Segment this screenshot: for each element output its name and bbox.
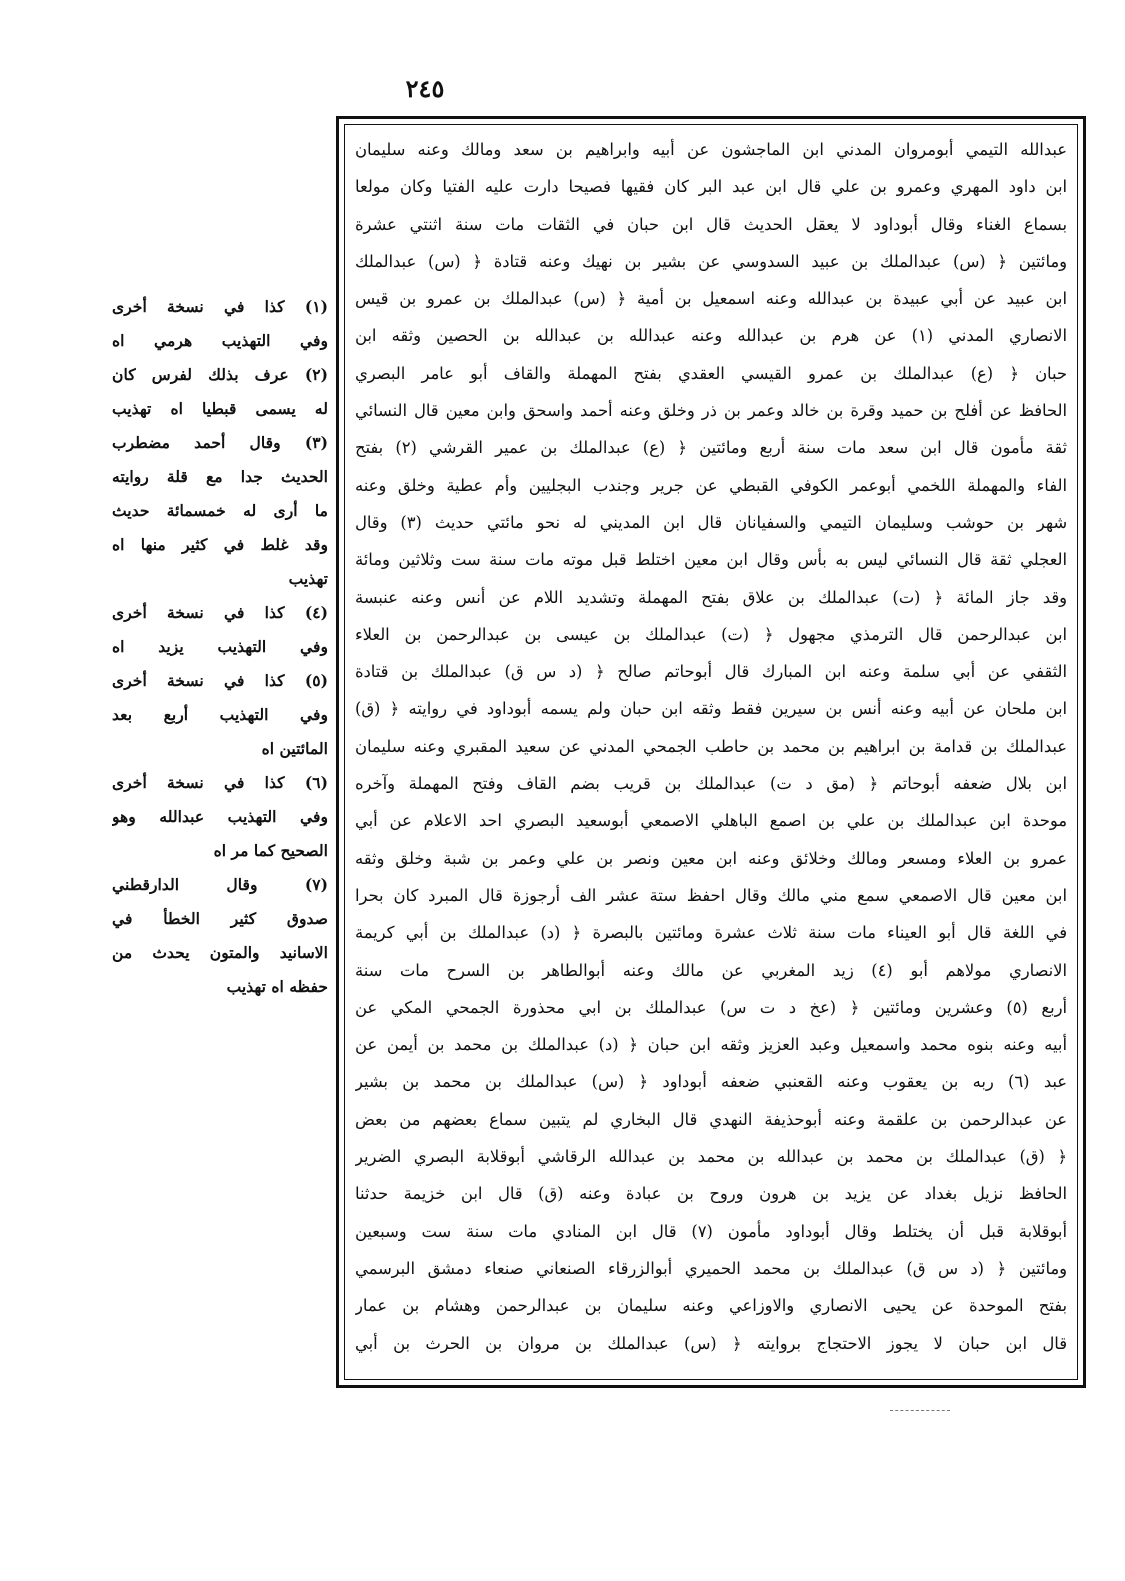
text-line: ابن داود المهري وعمرو بن علي قال ابن عبد البر كان فقيها فصيحا دارت عليه الفتيا وكان مولعا: [355, 177, 1067, 197]
margin-note-line: (٥) كذا في نسخة أخرى: [112, 671, 328, 690]
margin-note-line: الصحيح كما مر اه: [213, 841, 328, 860]
bottom-mark: [890, 1410, 950, 1412]
margin-note-line: ما أرى له خمسمائة حديث: [112, 501, 328, 520]
margin-notes: [112, 290, 328, 1004]
text-line: شهر بن حوشب وسليمان التيمي والسفيانان قال ابن المديني له نحو مائتي حديث (٣) وقال: [355, 512, 1067, 532]
text-line: أبوقلابة قبل أن يختلط وقال أبوداود مأمون (٧) قال ابن المنادي مات سنة ست وسبعين: [355, 1221, 1067, 1241]
text-line: ومائتين ﴿ (س) عبدالملك بن عبيد السدوسي عن بشير بن نهيك وعنه قتادة ﴿ (س) عبدالملك: [355, 251, 1067, 271]
margin-note-line: (٦) كذا في نسخة أخرى: [112, 773, 328, 792]
text-line: عبد (٦) ربه بن يعقوب وعنه القعنبي ضعفه أبوداود ﴿ (س) عبدالملك بن محمد بن بشير: [355, 1072, 1067, 1092]
text-line: الانصاري مولاهم أبو (٤) زيد المغربي عن مالك وعنه أبوالطاهر بن السرح مات سنة: [355, 960, 1067, 980]
page-number: ٢٤٥: [405, 74, 445, 103]
text-line: قال ابن حبان لا يجوز الاحتجاج بروايته ﴿ (س) عبدالملك بن مروان بن الحرث بن أبي: [355, 1333, 1067, 1353]
text-line: الحافظ عن أفلح بن حميد وقرة بن خالد وعمر بن ذر وخلق وعنه أحمد واسحق وابن معين قال النسائي: [355, 401, 1067, 421]
text-line: ابن عبدالرحمن قال الترمذي مجهول ﴿ (ت) عبدالملك بن عيسى بن عبدالرحمن بن العلاء: [355, 624, 1067, 644]
text-line: عبدالملك بن قدامة بن ابراهيم بن محمد بن حاطب الجمحي المدني عن سعيد المقبري وعنه سليمان: [355, 736, 1067, 756]
margin-note-line: (٣) وقال أحمد مضطرب: [112, 433, 328, 452]
margin-note-line: صدوق كثير الخطأ في: [112, 909, 328, 928]
text-line: ابن ملحان عن أبيه وعنه أنس بن سيرين فقط وثقه ابن حبان ولم يسمه أبوداود في روايته ﴿ (ق): [355, 699, 1067, 719]
text-line: بفتح الموحدة عن يحيى الانصاري والاوزاعي وعنه سليمان بن عبدالرحمن وهشام بن عمار: [355, 1296, 1067, 1316]
text-line: أبيه وعنه بنوه محمد واسمعيل وعبد العزيز وثقه ابن حبان ﴿ (د) عبدالملك بن محمد بن أيمن عن: [355, 1035, 1067, 1055]
margin-note-line: (١) كذا في نسخة أخرى: [112, 297, 328, 316]
margin-note-line: وقد غلط في كثير منها اه: [112, 535, 328, 554]
main-text-column: [345, 125, 1077, 1362]
margin-note-line: وفي التهذيب هرمي اه: [112, 331, 328, 350]
page-frame-inner: [344, 124, 1078, 1380]
text-line: العجلي ثقة قال النسائي ليس به بأس وقال ابن معين اختلط قبل موته مات سنة ست وثلاثين ومائة: [355, 550, 1067, 570]
text-line: الانصاري المدني (١) عن هرم بن عبدالله وعنه عبدالله بن عبدالله بن الحصين وثقه ابن: [355, 326, 1067, 346]
text-line: الفاء والمهملة اللخمي أبوعمر الكوفي القبطي عن جرير وجندب البجليين وأم عطية وخلق وعنه: [355, 475, 1067, 495]
text-line: ابن بلال ضعفه أبوحاتم ﴿ (مق د ت) عبدالملك بن قريب بضم القاف وفتح المهملة وآخره: [355, 774, 1067, 794]
margin-note-line: وفي التهذيب يزيد اه: [112, 637, 328, 656]
text-line: عبدالله التيمي أبومروان المدني ابن الماجشون عن أبيه وابراهيم بن سعد ومالك وعنه سليمان: [355, 140, 1067, 159]
text-line: بسماع الغناء وقال أبوداود لا يعقل الحديث قال ابن حبان في الثقات مات سنة اثنتي عشرة: [355, 214, 1067, 234]
text-line: عن عبدالرحمن بن علقمة وعنه أبوحذيفة النهدي قال البخاري لم يتبين سماع بعضهم من بعض: [355, 1109, 1067, 1129]
margin-note-line: الحديث جدا مع قلة روايته: [112, 467, 328, 486]
margin-note-line: وفي التهذيب عبدالله وهو: [112, 807, 328, 826]
text-line: الحافظ نزيل بغداد عن يزيد بن هرون وروح بن عبادة وعنه (ق) قال ابن خزيمة حدثنا: [355, 1184, 1067, 1204]
text-line: وقد جاز المائة ﴿ (ت) عبدالملك بن علاق بفتح المهملة وتشديد اللام عن أنس وعنه عنبسة: [355, 587, 1067, 607]
margin-note-line: الاسانيد والمتون يحدث من: [112, 943, 328, 962]
text-line: ومائتين ﴿ (د س ق) عبدالملك بن محمد الحميري أبوالزرقاء الصنعاني صنعاء دمشق البرسمي: [355, 1258, 1067, 1278]
margin-note-line: له يسمى قبطيا اه تهذيب: [112, 399, 328, 418]
margin-note-line: (٤) كذا في نسخة أخرى: [112, 603, 328, 622]
margin-note-line: تهذيب: [288, 569, 328, 588]
text-line: أربع (٥) وعشرين ومائتين ﴿ (عخ د ت س) عبدالملك بن ابي محذورة الجمحي المكي عن: [355, 997, 1067, 1017]
margin-note-line: (٢) عرف بذلك لفرس كان: [112, 365, 328, 384]
margin-note-line: حفظه اه تهذيب: [226, 977, 328, 996]
text-line: ثقة مأمون قال ابن سعد مات سنة أربع ومائتين ﴿ (ع) عبدالملك بن عمير القرشي (٢) بفتح: [355, 438, 1067, 458]
text-line: عمرو بن العلاء ومسعر ومالك وخلائق وعنه ابن معين ونصر بن علي وعمر بن شبة وخلق وثقه: [355, 848, 1067, 868]
text-line: حبان ﴿ (ع) عبدالملك بن عمرو القيسي العقدي بفتح المهملة والقاف أبو عامر البصري: [355, 363, 1067, 383]
margin-note-line: المائتين اه: [261, 739, 328, 758]
text-line: ابن عبيد عن أبي عبيدة بن عبدالله وعنه اسمعيل بن أمية ﴿ (س) عبدالملك بن عمرو بن قيس: [355, 289, 1067, 309]
margin-note-line: وفي التهذيب أربع بعد: [112, 705, 328, 724]
text-line: الثقفي عن أبي سلمة وعنه ابن المبارك قال أبوحاتم صالح ﴿ (د س ق) عبدالملك بن قتادة: [355, 662, 1067, 682]
text-line: ﴿ (ق) عبدالملك بن محمد بن عبدالله بن محمد بن عبدالله الرقاشي أبوقلابة البصري الضرير: [355, 1147, 1067, 1167]
margin-note-line: (٧) وقال الدارقطني: [112, 875, 328, 894]
text-line: في اللغة قال أبو العيناء مات سنة ثلاث عشرة ومائتين بالبصرة ﴿ (د) عبدالملك بن أبي كريمة: [355, 923, 1067, 943]
text-line: ابن معين قال الاصمعي سمع مني مالك وقال احفظ ستة عشر الف أرجوزة قال المبرد كان بحرا: [355, 885, 1067, 905]
text-line: موحدة ابن عبدالملك بن علي بن اصمع الباهلي الاصمعي أبوسعيد البصري احد الاعلام عن أبي: [355, 811, 1067, 831]
